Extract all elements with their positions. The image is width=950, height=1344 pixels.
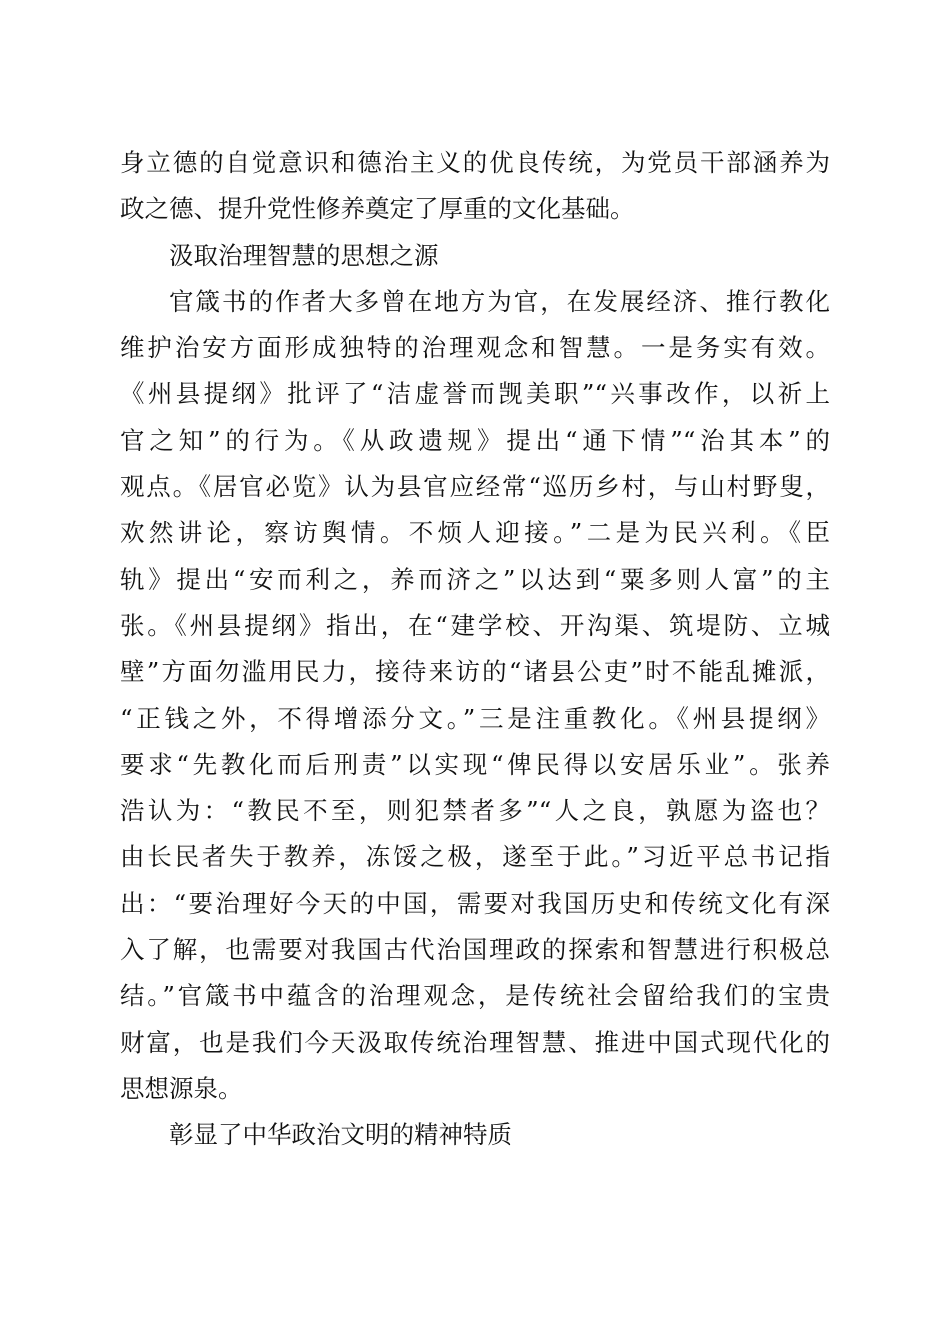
text-line: 壁”方面勿滥用民力，接待来访的“诸县公吏”时不能乱摊派， bbox=[120, 657, 830, 687]
paragraph-heading-line: 汲取治理智慧的思想之源 bbox=[169, 240, 439, 270]
text-line: 浩认为：“教民不至，则犯禁者多”“人之良，孰愿为盗也？ bbox=[120, 796, 830, 826]
text-line: 结。”官箴书中蕴含的治理观念，是传统社会留给我们的宝贵 bbox=[120, 981, 830, 1011]
text-line: 欢然讲论，察访舆情。不烦人迎接。”二是为民兴利。《臣 bbox=[120, 518, 830, 548]
text-line: 财富，也是我们今天汲取传统治理智慧、推进中国式现代化的 bbox=[120, 1027, 830, 1057]
body-text bbox=[120, 140, 830, 1159]
text-line: 由长民者失于教养，冻馁之极，遂至于此。”习近平总书记指 bbox=[120, 842, 830, 872]
paragraph-heading-line: 官箴书的作者大多曾在地方为官，在发展经济、推行教化 bbox=[169, 286, 830, 316]
text-line: 入了解，也需要对我国古代治国理政的探索和智慧进行积极总 bbox=[120, 935, 830, 965]
text-line: 思想源泉。 bbox=[120, 1073, 243, 1103]
text-line: 官之知”的行为。《从政遗规》提出“通下情”“治其本”的 bbox=[120, 425, 830, 455]
text-line: 政之德、提升党性修养奠定了厚重的文化基础。 bbox=[120, 194, 635, 224]
text-line: 观点。《居官必览》认为县官应经常“巡历乡村，与山村野叟， bbox=[120, 472, 830, 502]
text-line: 出：“要治理好今天的中国，需要对我国历史和传统文化有深 bbox=[120, 888, 830, 918]
text-line: 轨》提出“安而利之，养而济之”以达到“粟多则人富”的主 bbox=[120, 564, 830, 594]
text-line: 《州县提纲》批评了“洁虚誉而觊美职”“兴事改作，以祈上 bbox=[120, 379, 830, 409]
text-line: 维护治安方面形成独特的治理观念和智慧。一是务实有效。 bbox=[120, 333, 830, 363]
text-line: 张。《州县提纲》指出，在“建学校、开沟渠、筑堤防、立城 bbox=[120, 610, 830, 640]
text-line: 身立德的自觉意识和德治主义的优良传统，为党员干部涵养为 bbox=[120, 148, 830, 177]
text-line: 要求“先教化而后刑责”以实现“俾民得以安居乐业”。张养 bbox=[120, 749, 830, 779]
paragraph-heading-line: 彰显了中华政治文明的精神特质 bbox=[169, 1120, 512, 1150]
text-line: “正钱之外，不得增添分文。”三是注重教化。《州县提纲》 bbox=[120, 703, 830, 733]
